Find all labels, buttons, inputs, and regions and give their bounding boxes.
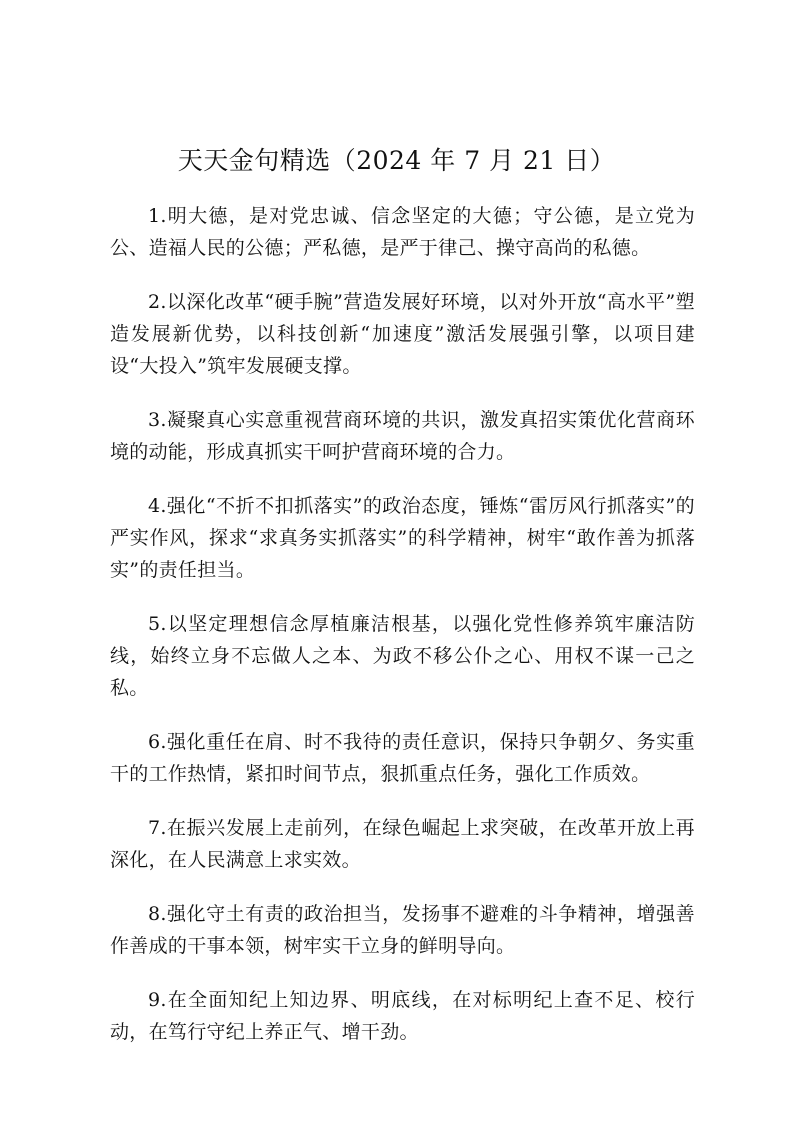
document-title: 天天金句精选（2024 年 7 月 21 日） (177, 146, 616, 175)
document-body (110, 200, 695, 1070)
paragraph-8: 8.强化守土有责的政治担当，发扬事不避难的斗争精神，增强善作善成的干事本领，树牢实干立身的鲜明导向。 (110, 903, 695, 957)
paragraph-7: 7.在振兴发展上走前列，在绿色崛起上求突破，在改革开放上再深化，在人民满意上求实效。 (110, 817, 695, 871)
paragraph-5: 5.以坚定理想信念厚植廉洁根基，以强化党性修养筑牢廉洁防线，始终立身不忘做人之本、为政不移公仆之心、用权不谋一己之私。 (110, 613, 695, 699)
paragraph-6: 6.强化重任在肩、时不我待的责任意识，保持只争朝夕、务实重干的工作热情，紧扣时间节点，狠抓重点任务，强化工作质效。 (110, 731, 695, 785)
paragraph-2: 2.以深化改革“硬手腕”营造发展好环境，以对外开放“高水平”塑造发展新优势，以科技创新“加速度”激活发展强引擎，以项目建设“大投入”筑牢发展硬支撑。 (110, 291, 695, 377)
paragraph-1: 1.明大德，是对党忠诚、信念坚定的大德；守公德，是立党为公、造福人民的公德；严私德，是严于律己、操守高尚的私德。 (110, 205, 695, 259)
paragraph-9: 9.在全面知纪上知边界、明底线，在对标明纪上查不足、校行动，在笃行守纪上养正气、增干劲。 (110, 989, 695, 1043)
paragraph-3: 3.凝聚真心实意重视营商环境的共识，激发真招实策优化营商环境的动能，形成真抓实干呵护营商环境的合力。 (110, 409, 695, 463)
paragraph-4: 4.强化“不折不扣抓落实”的政治态度，锤炼“雷厉风行抓落实”的严实作风，探求“求真务实抓落实”的科学精神，树牢“敢作善为抓落实”的责任担当。 (110, 495, 695, 581)
